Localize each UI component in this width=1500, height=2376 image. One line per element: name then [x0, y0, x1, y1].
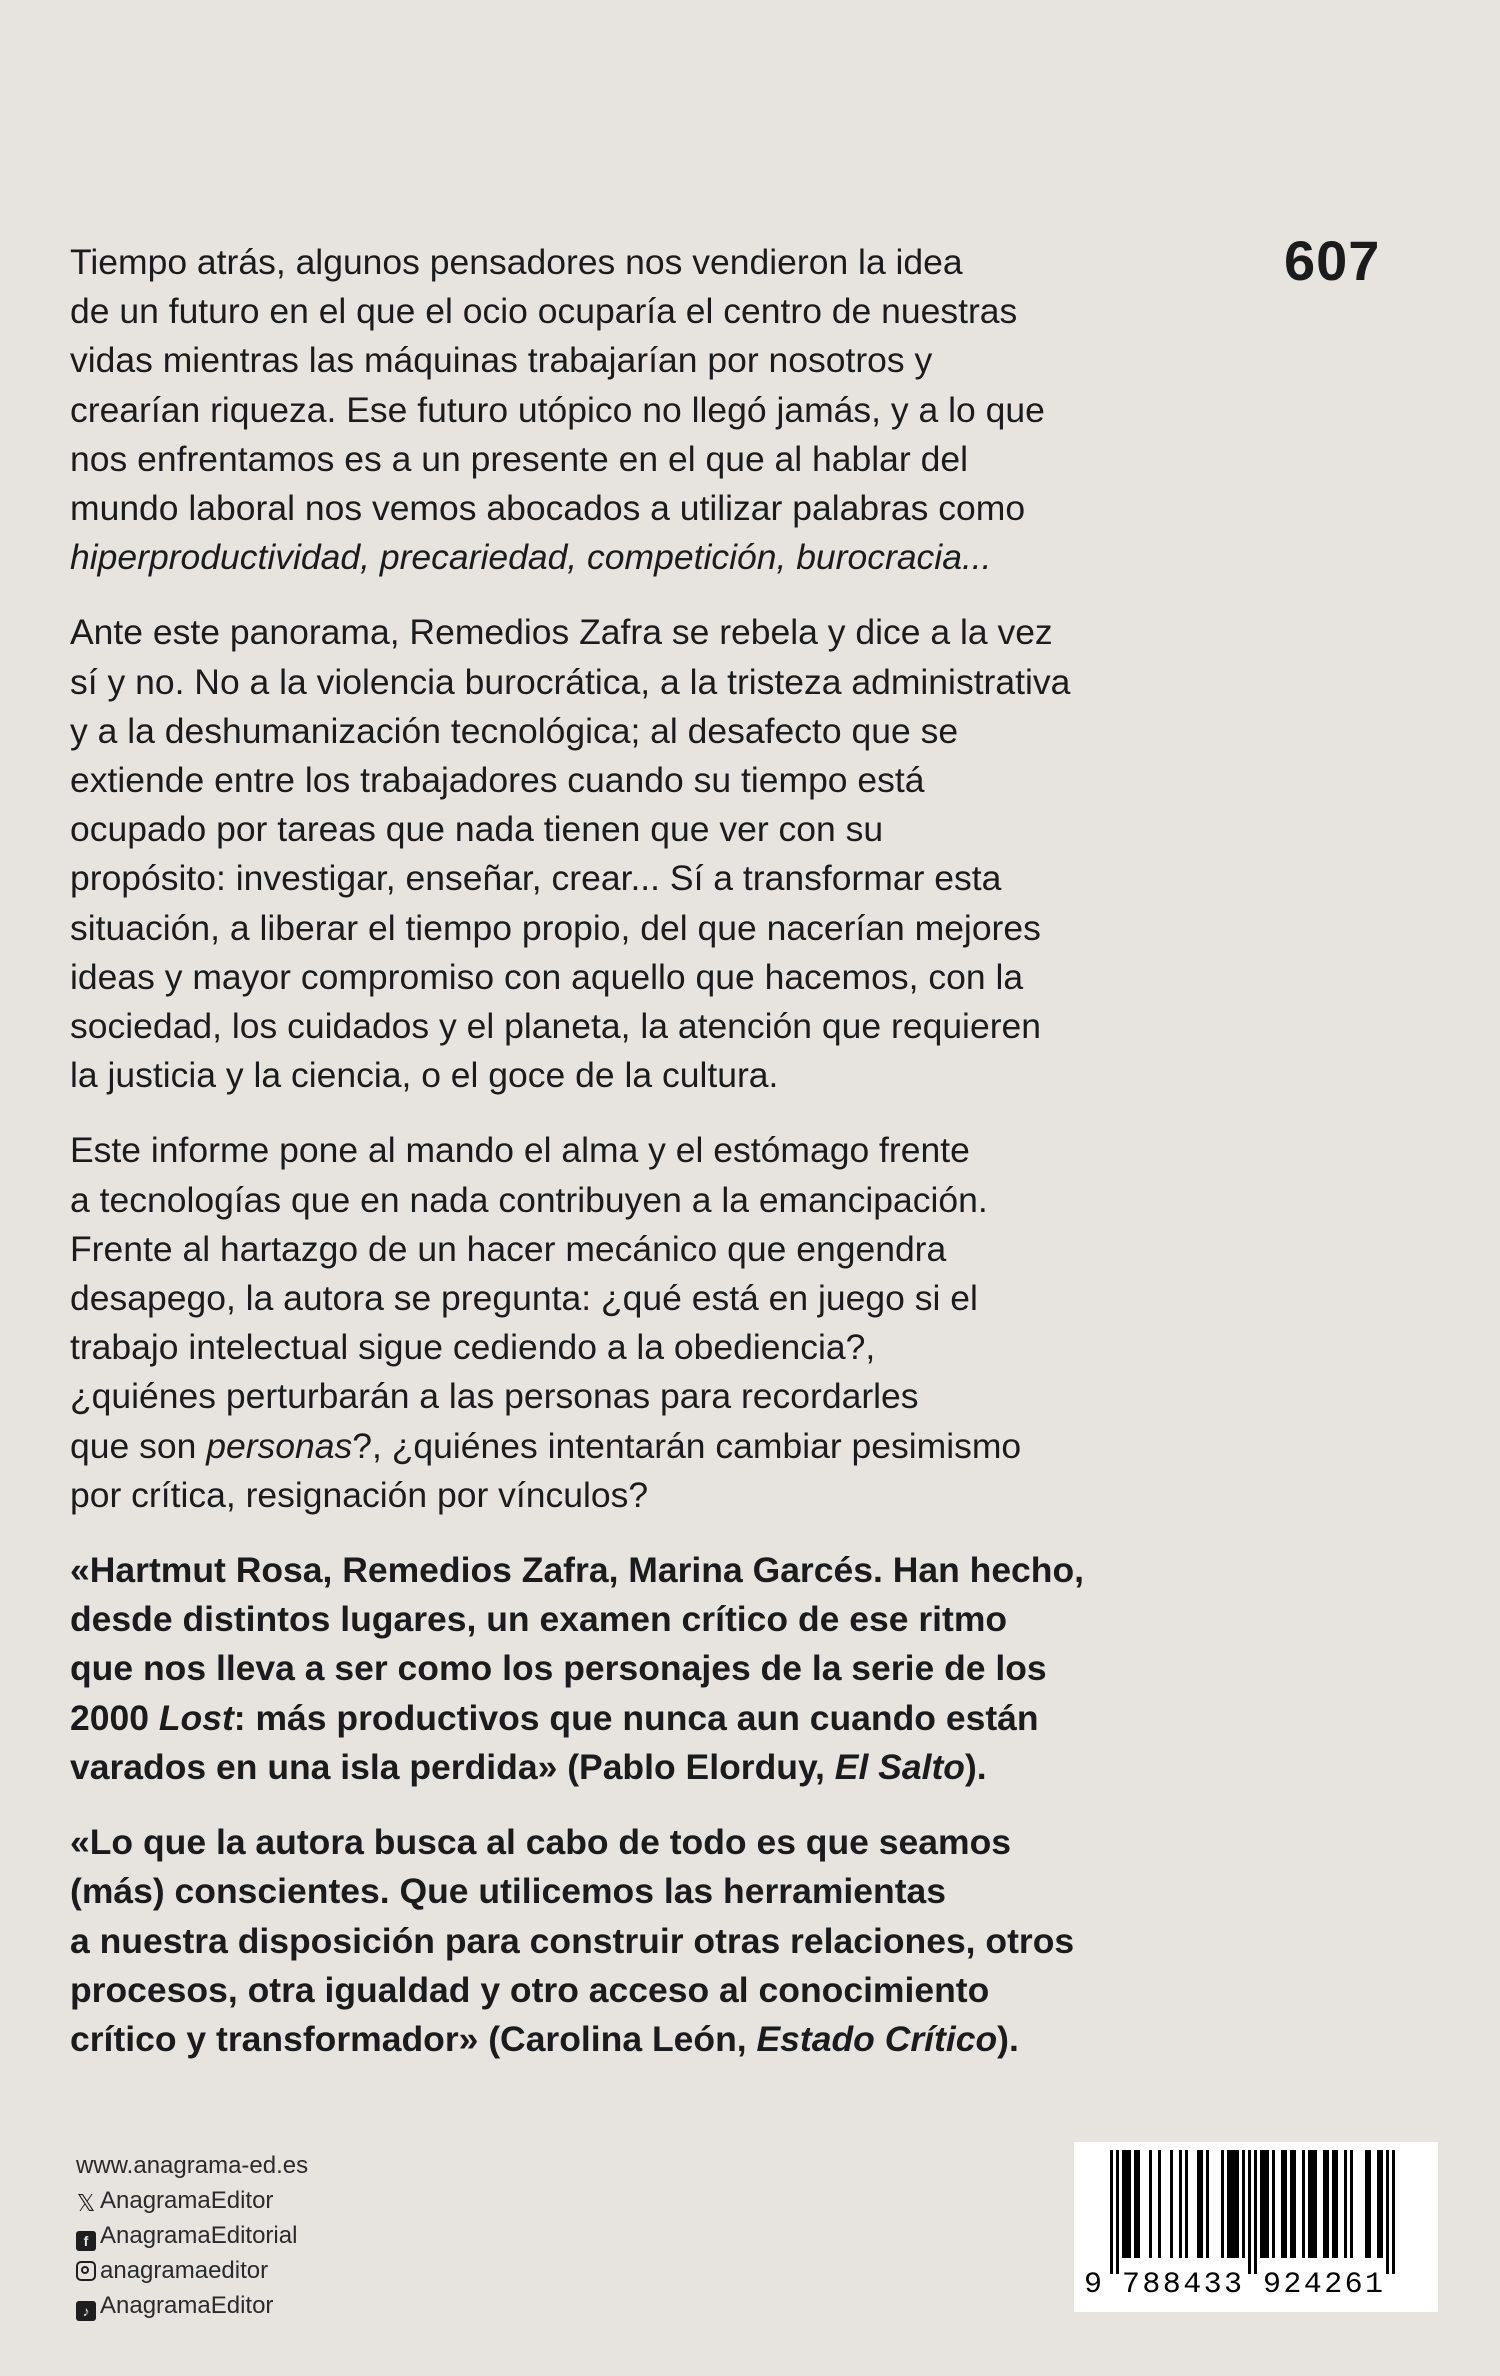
text-line [70, 484, 1110, 533]
barcode-bar [1290, 2150, 1293, 2258]
text-run: 2000 [70, 1697, 159, 1738]
barcode-bar [1128, 2150, 1131, 2258]
barcode-bar [1254, 2150, 1257, 2274]
text-run: sociedad, los cuidados y el planeta, la atención que requieren [70, 1006, 1041, 1047]
text-run: «Hartmut Rosa, Remedios Zafra, Marina Garcés. Han hecho, [70, 1550, 1085, 1591]
text-line [70, 1274, 1110, 1323]
website-link[interactable]: www.anagrama-ed.es [76, 2152, 309, 2179]
text-run: crítico y transformador» (Carolina León, [70, 2018, 757, 2059]
barcode-bar [1260, 2150, 1263, 2258]
text-run: extiende entre los trabajadores cuando su tiempo está [70, 760, 925, 801]
barcode-bar [1311, 2150, 1314, 2258]
press-quote [70, 1818, 1110, 2064]
barcode-bar [1386, 2150, 1389, 2274]
text-line [70, 1372, 1110, 1421]
text-run: por crítica, resignación por vínculos? [70, 1474, 649, 1515]
text-line [70, 1002, 1110, 1051]
x-link[interactable] [76, 2183, 308, 2218]
text-line [70, 1422, 1110, 1471]
barcode-bar [1380, 2150, 1383, 2258]
text-run: desde distintos lugares, un examen crítico de ese ritmo [70, 1599, 1008, 1640]
text-run: «Lo que la autora busca al cabo de todo es que seamos [70, 1822, 1012, 1863]
barcode-bar [1197, 2150, 1200, 2258]
instagram-icon [76, 2261, 96, 2281]
tiktok-icon: ♪ [76, 2301, 96, 2321]
text-run: propósito: investigar, enseñar, crear... Sí a transformar esta [70, 858, 1002, 899]
barcode-bar [1110, 2150, 1113, 2274]
barcode-bar [1335, 2150, 1338, 2258]
barcode-bar [1365, 2150, 1368, 2258]
text-run: ocupado por tareas que nada tienen que ver con su [70, 809, 884, 850]
text-run: ideas y mayor compromiso con aquello que hacemos, con la [70, 956, 1024, 997]
text-line [70, 1917, 1110, 1966]
text-run: situación, a liberar el tiempo propio, del que nacerían mejores [70, 907, 1041, 948]
tiktok-link[interactable] [76, 2288, 308, 2323]
text-line [70, 854, 1110, 903]
barcode-graphic [1074, 2142, 1438, 2312]
barcode-bar [1272, 2150, 1275, 2258]
text-line [70, 756, 1110, 805]
text-run: (más) conscientes. Que utilicemos las herramientas [70, 1871, 947, 1912]
text-line [70, 1225, 1110, 1274]
synopsis-paragraph [70, 608, 1110, 1100]
text-run: ?, ¿quiénes intentarán cambiar pesimismo [352, 1425, 1022, 1466]
publisher-footer [76, 2148, 308, 2323]
barcode-bar [1200, 2150, 1203, 2258]
barcode-bar [1284, 2150, 1287, 2258]
barcode-bar [1332, 2150, 1335, 2258]
italic-text: Estado Crítico [756, 2018, 998, 2059]
instagram-handle: anagramaeditor [100, 2257, 269, 2284]
text-line [70, 1546, 1110, 1595]
text-line [70, 1966, 1110, 2015]
text-run: varados en una isla perdida» (Pablo Elorduy, [70, 1746, 835, 1787]
text-line [70, 386, 1110, 435]
barcode-bar [1122, 2150, 1125, 2258]
text-run: : más productivos que nunca aun cuando están [233, 1697, 1039, 1738]
barcode-bar [1308, 2150, 1311, 2258]
barcode-bar [1116, 2150, 1119, 2274]
text-run: nos enfrentamos es a un presente en el que al hablar del [70, 438, 968, 479]
barcode-digits: 788433 [1122, 2268, 1242, 2302]
text-run: a nuestra disposición para construir otras relaciones, otros [70, 1920, 1075, 1961]
text-line [70, 1818, 1110, 1867]
italic-text: El Salto [834, 1746, 965, 1787]
tiktok-handle: AnagramaEditor [100, 2292, 274, 2319]
barcode-digits: 9 [1084, 2268, 1103, 2302]
facebook-handle: AnagramaEditorial [100, 2222, 298, 2249]
italic-text: hiperproductividad, precariedad, competición, burocracia... [70, 537, 992, 578]
text-line [70, 238, 1110, 287]
barcode-bar [1158, 2150, 1161, 2258]
barcode-bar [1314, 2150, 1317, 2258]
italic-text: Lost [158, 1697, 234, 1738]
text-run: ). [964, 1746, 987, 1787]
text-run: Este informe pone al mando el alma y el estómago frente [70, 1130, 970, 1171]
text-line [70, 1743, 1110, 1792]
text-run: ¿quiénes perturbarán a las personas para recordarles [70, 1376, 919, 1417]
text-run: mundo laboral nos vemos abocados a utilizar palabras como [70, 488, 1026, 529]
barcode-bar [1185, 2150, 1188, 2258]
synopsis-paragraph [70, 1126, 1110, 1520]
text-line [70, 287, 1110, 336]
barcode-bar [1221, 2150, 1224, 2258]
text-run: vidas mientras las máquinas trabajarían por nosotros y [70, 340, 933, 381]
facebook-link[interactable] [76, 2218, 308, 2253]
text-line [70, 1051, 1110, 1100]
text-line [70, 533, 1110, 582]
barcode-bar [1230, 2150, 1233, 2258]
synopsis-paragraph [70, 238, 1110, 582]
text-line [70, 435, 1110, 484]
text-line [70, 1126, 1110, 1175]
text-line [70, 904, 1110, 953]
text-run: ). [997, 2018, 1019, 2059]
text-line [70, 1867, 1110, 1916]
text-run: y a la deshumanización tecnológica; al desafecto que se [70, 710, 959, 751]
text-line [70, 1694, 1110, 1743]
barcode-bar [1206, 2150, 1209, 2258]
barcode-bar [1125, 2150, 1128, 2258]
text-run: crearían riqueza. Ese futuro utópico no llegó jamás, y a lo que [70, 389, 1045, 430]
barcode-bar [1266, 2150, 1269, 2258]
barcode-bar [1281, 2150, 1284, 2258]
barcode-bar [1323, 2150, 1326, 2258]
barcode-bar [1368, 2150, 1371, 2258]
x-icon: 𝕏 [76, 2190, 96, 2216]
barcode-bar [1344, 2150, 1347, 2258]
barcode-bar [1293, 2150, 1296, 2258]
barcode-bar [1248, 2150, 1251, 2274]
text-run: Frente al hartazgo de un hacer mecánico que engendra [70, 1228, 947, 1269]
facebook-icon: f [76, 2231, 96, 2251]
barcode-bar [1170, 2150, 1173, 2258]
text-run: de un futuro en el que el ocio ocuparía el centro de nuestras [70, 291, 1018, 332]
text-line [70, 707, 1110, 756]
barcode-bar [1227, 2150, 1230, 2258]
x-handle: AnagramaEditor [100, 2187, 274, 2214]
barcode-bar [1302, 2150, 1305, 2258]
text-run: que nos lleva a ser como los personajes de la serie de los [70, 1648, 1047, 1689]
text-run: trabajo intelectual sigue cediendo a la obediencia?, [70, 1327, 876, 1368]
barcode-bar [1179, 2150, 1182, 2258]
barcode-bar [1233, 2150, 1236, 2258]
text-line [70, 336, 1110, 385]
barcode-bar [1263, 2150, 1266, 2258]
barcode-bar [1326, 2150, 1329, 2258]
text-line [70, 1176, 1110, 1225]
text-line [70, 1471, 1110, 1520]
text-run: sí y no. No a la violencia burocrática, a la tristeza administrativa [70, 661, 1071, 702]
barcode-bar [1137, 2150, 1140, 2258]
text-line [70, 658, 1110, 707]
text-line [70, 805, 1110, 854]
barcode-bar [1242, 2150, 1245, 2258]
barcode-bar [1377, 2150, 1380, 2258]
text-run: Ante este panorama, Remedios Zafra se rebela y dice a la vez [70, 612, 1053, 653]
barcode-bar [1134, 2150, 1137, 2258]
isbn-barcode [1074, 2142, 1438, 2312]
text-run: a tecnologías que en nada contribuyen a la emancipación. [70, 1179, 988, 1220]
text-line [70, 953, 1110, 1002]
text-line [70, 608, 1110, 657]
text-run: desapego, la autora se pregunta: ¿qué está en juego si el [70, 1278, 978, 1319]
instagram-link[interactable] [76, 2253, 308, 2288]
text-run: procesos, otra igualdad y otro acceso al conocimiento [70, 1969, 990, 2010]
italic-text: personas [206, 1425, 353, 1466]
text-line [70, 2015, 1110, 2064]
barcode-bar [1350, 2150, 1353, 2258]
barcode-bar [1149, 2150, 1152, 2258]
barcode-bar [1392, 2150, 1395, 2274]
text-run: la justicia y la ciencia, o el goce de la cultura. [70, 1055, 779, 1096]
text-line [70, 1644, 1110, 1693]
text-run: Tiempo atrás, algunos pensadores nos vendieron la idea [70, 242, 963, 282]
page-number: 607 [1284, 229, 1381, 292]
back-cover-text [70, 238, 1110, 2064]
barcode-bar [1236, 2150, 1239, 2258]
text-run: que son [70, 1425, 207, 1466]
text-line [70, 1595, 1110, 1644]
text-line [70, 1323, 1110, 1372]
barcode-digits: 924261 [1263, 2268, 1383, 2302]
press-quote [70, 1546, 1110, 1792]
